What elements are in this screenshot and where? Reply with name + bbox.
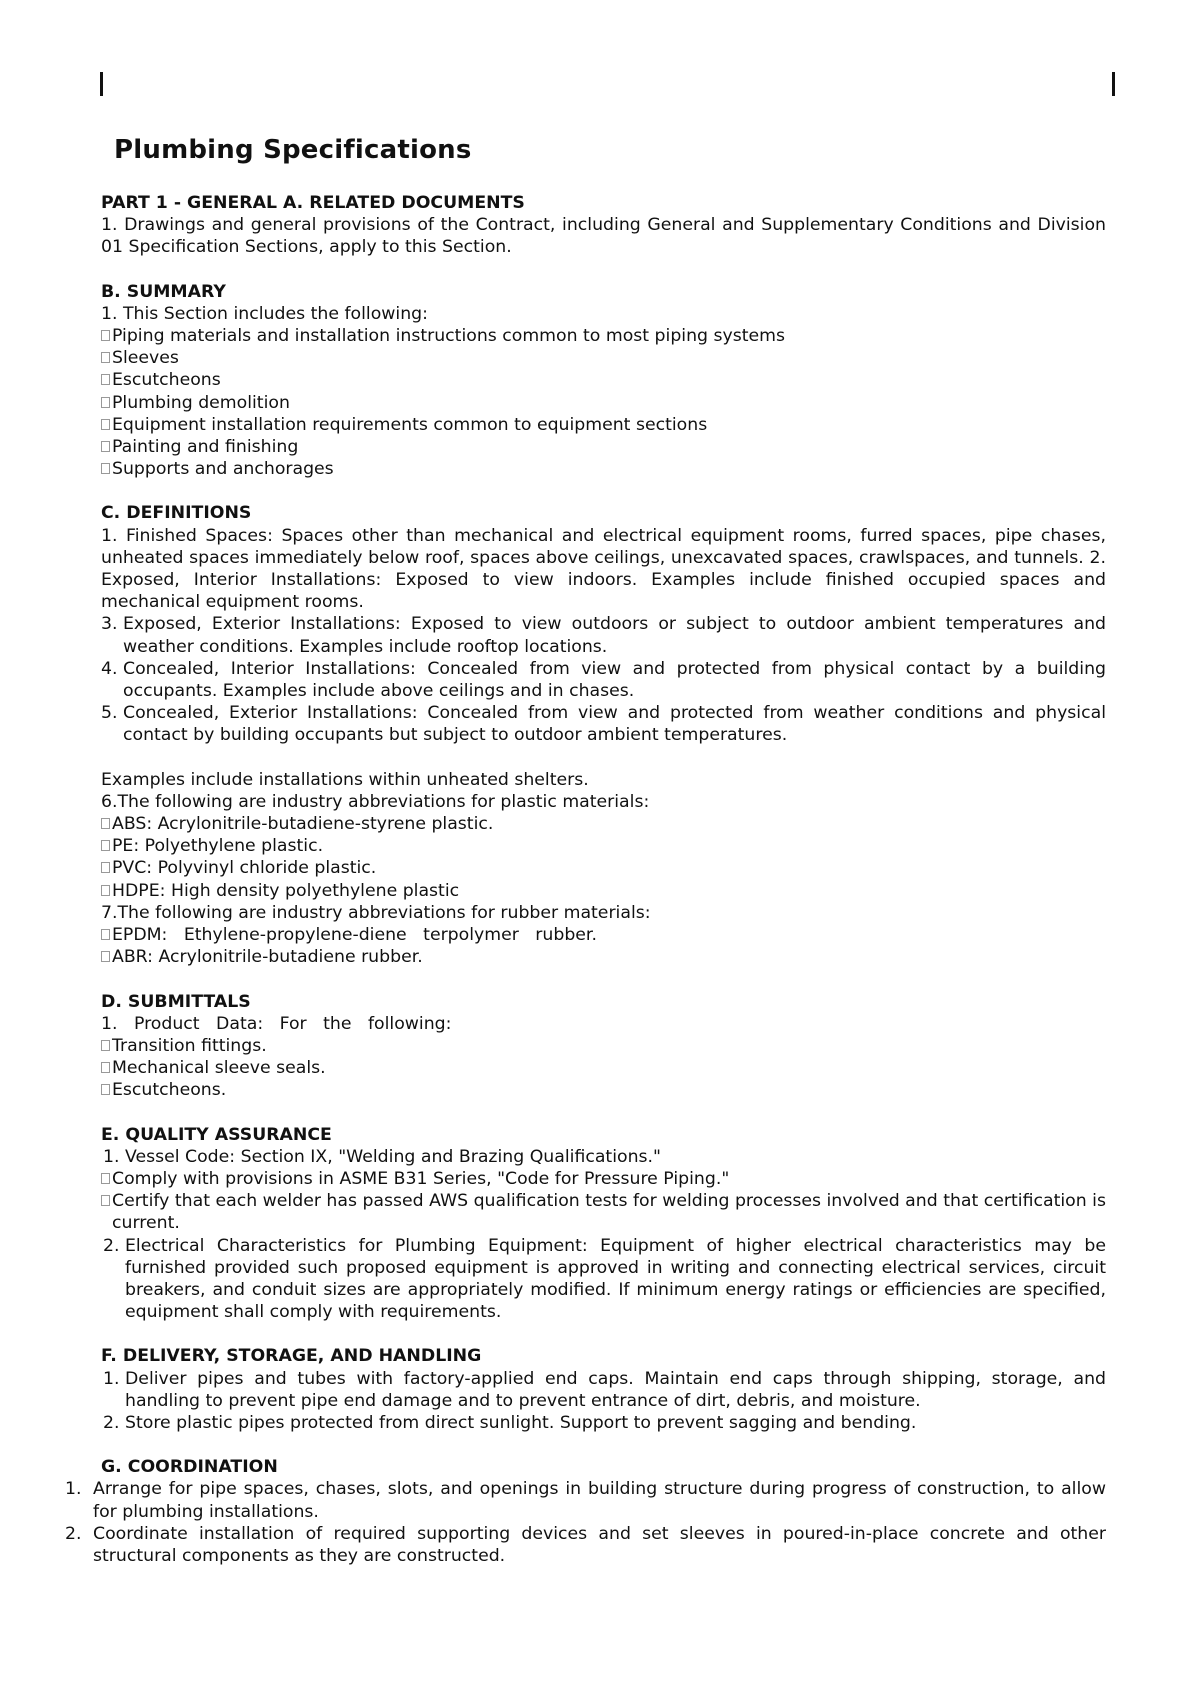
delivery-item: 1. Deliver pipes and tubes with factory-applied end caps. Maintain end caps through shipping, storage, and handling to prevent pipe end damage and to prevent entrance of dirt, debris, and moisture. [103, 1368, 1106, 1411]
submittals-bullet: Mechanical sleeve seals. [101, 1057, 1106, 1079]
rubber-abbreviation: ABR: Acrylonitrile-butadiene rubber. [101, 946, 1106, 968]
definitions-item-7: 7.The following are industry abbreviations for rubber materials: [101, 902, 651, 923]
plastic-abbreviation: ABS: Acrylonitrile-butadiene-styrene plastic. [101, 813, 1106, 835]
checkbox-glyph-icon [101, 441, 110, 452]
summary-bullet: Escutcheons [101, 369, 1106, 391]
part1-item-1: 1. Drawings and general provisions of the Contract, including General and Supplementary Conditions and Division 01 Specification Sections, apply to this Section. [101, 215, 1106, 258]
summary-heading: B. SUMMARY [101, 281, 226, 302]
summary-intro: 1. This Section includes the following: [101, 303, 428, 324]
part1-heading: PART 1 - GENERAL A. RELATED DOCUMENTS [101, 193, 525, 213]
definitions-examples: Examples include installations within unheated shelters. [101, 769, 589, 790]
checkbox-glyph-icon [101, 419, 110, 430]
checkbox-glyph-icon [101, 840, 110, 851]
definitions-item: 4. Concealed, Interior Installations: Concealed from view and protected from physical contact by a building occupants. Examples include above ceilings and in chases. [101, 658, 1106, 702]
submittals-bullet: Transition fittings. [101, 1035, 1106, 1057]
quality-bullet: Certify that each welder has passed AWS qualification tests for welding processes involved and that certification is current. [101, 1190, 1106, 1234]
summary-bullet: Painting and finishing [101, 436, 1106, 458]
definitions-item: 5. Concealed, Exterior Installations: Concealed from view and protected from weather conditions and physical contact by building occupants but subject to outdoor ambient temperatures. [101, 703, 1106, 746]
coordination-item: 1. Arrange for pipe spaces, chases, slots, and openings in building structure during progress of construction, to allow for plumbing installations. [65, 1479, 1106, 1522]
coordination-item: 2. Coordinate installation of required supporting devices and set sleeves in poured-in-place concrete and other structural components as they are constructed. [65, 1523, 1106, 1566]
definitions-paragraph: 1. Finished Spaces: Spaces other than mechanical and electrical equipment rooms, furred spaces, pipe chases, unheated spaces immediately below roof, spaces above ceilings, unexcavated spaces, crawlspaces, and tunnels. 2. Exposed, Interior Installations: Exposed to view indoors. Examples include finished occupied spaces and mechanical equipment rooms. [101, 525, 1106, 613]
submittals-intro: 1. Product Data: For the following: [101, 1013, 452, 1034]
checkbox-glyph-icon [101, 885, 110, 896]
quality-heading: E. QUALITY ASSURANCE [101, 1124, 332, 1145]
corner-mark-right [1112, 72, 1115, 96]
checkbox-glyph-icon [101, 818, 110, 829]
submittals-bullet: Escutcheons. [101, 1079, 1106, 1101]
delivery-heading: F. DELIVERY, STORAGE, AND HANDLING [101, 1346, 482, 1367]
checkbox-glyph-icon [101, 352, 110, 363]
document-title: Plumbing Specifications [114, 135, 472, 165]
plastic-abbreviation: PVC: Polyvinyl chloride plastic. [101, 857, 1106, 879]
checkbox-glyph-icon [101, 929, 110, 940]
checkbox-glyph-icon [101, 374, 110, 385]
summary-bullet: Piping materials and installation instructions common to most piping systems [101, 325, 1106, 347]
submittals-heading: D. SUBMITTALS [101, 991, 251, 1012]
rubber-abbreviation: EPDM: Ethylene-propylene-diene terpolymer rubber. [101, 924, 1106, 946]
checkbox-glyph-icon [101, 397, 110, 408]
checkbox-glyph-icon [101, 951, 110, 962]
quality-item-2: 2. Electrical Characteristics for Plumbing Equipment: Equipment of higher electrical characteristics may be furnished provided such proposed equipment is approved in writing and connecting electrical services, circuit breakers, and conduit sizes are appropriately modified. If minimum energy ratings or efficiencies are specified, equipment shall comply with requirements. [103, 1235, 1106, 1323]
quality-bullet: Comply with provisions in ASME B31 Series, "Code for Pressure Piping." [101, 1168, 1106, 1190]
checkbox-glyph-icon [101, 1040, 110, 1051]
checkbox-glyph-icon [101, 1062, 110, 1073]
checkbox-glyph-icon [101, 1173, 110, 1184]
summary-bullet: Sleeves [101, 347, 1106, 369]
document-body [65, 192, 1106, 1567]
summary-bullet: Supports and anchorages [101, 458, 1106, 480]
checkbox-glyph-icon [101, 330, 110, 341]
checkbox-glyph-icon [101, 862, 110, 873]
corner-mark-left [100, 72, 103, 96]
plastic-abbreviation: HDPE: High density polyethylene plastic [101, 880, 1106, 902]
summary-bullet: Plumbing demolition [101, 392, 1106, 414]
definitions-item-6: 6.The following are industry abbreviations for plastic materials: [101, 791, 650, 812]
definitions-heading: C. DEFINITIONS [101, 503, 252, 524]
definitions-item: 3. Exposed, Exterior Installations: Exposed to view outdoors or subject to outdoor ambient temperatures and weather conditions. Examples include rooftop locations. [101, 614, 1106, 657]
checkbox-glyph-icon [101, 1084, 110, 1095]
coordination-heading: G. COORDINATION [101, 1457, 278, 1478]
checkbox-glyph-icon [101, 463, 110, 474]
quality-item-1: 1. Vessel Code: Section IX, "Welding and Brazing Qualifications." [103, 1146, 661, 1167]
summary-bullet: Equipment installation requirements common to equipment sections [101, 414, 1106, 436]
checkbox-glyph-icon [101, 1195, 110, 1206]
plastic-abbreviation: PE: Polyethylene plastic. [101, 835, 1106, 857]
delivery-item: 2. Store plastic pipes protected from direct sunlight. Support to prevent sagging and bending. [103, 1412, 917, 1433]
